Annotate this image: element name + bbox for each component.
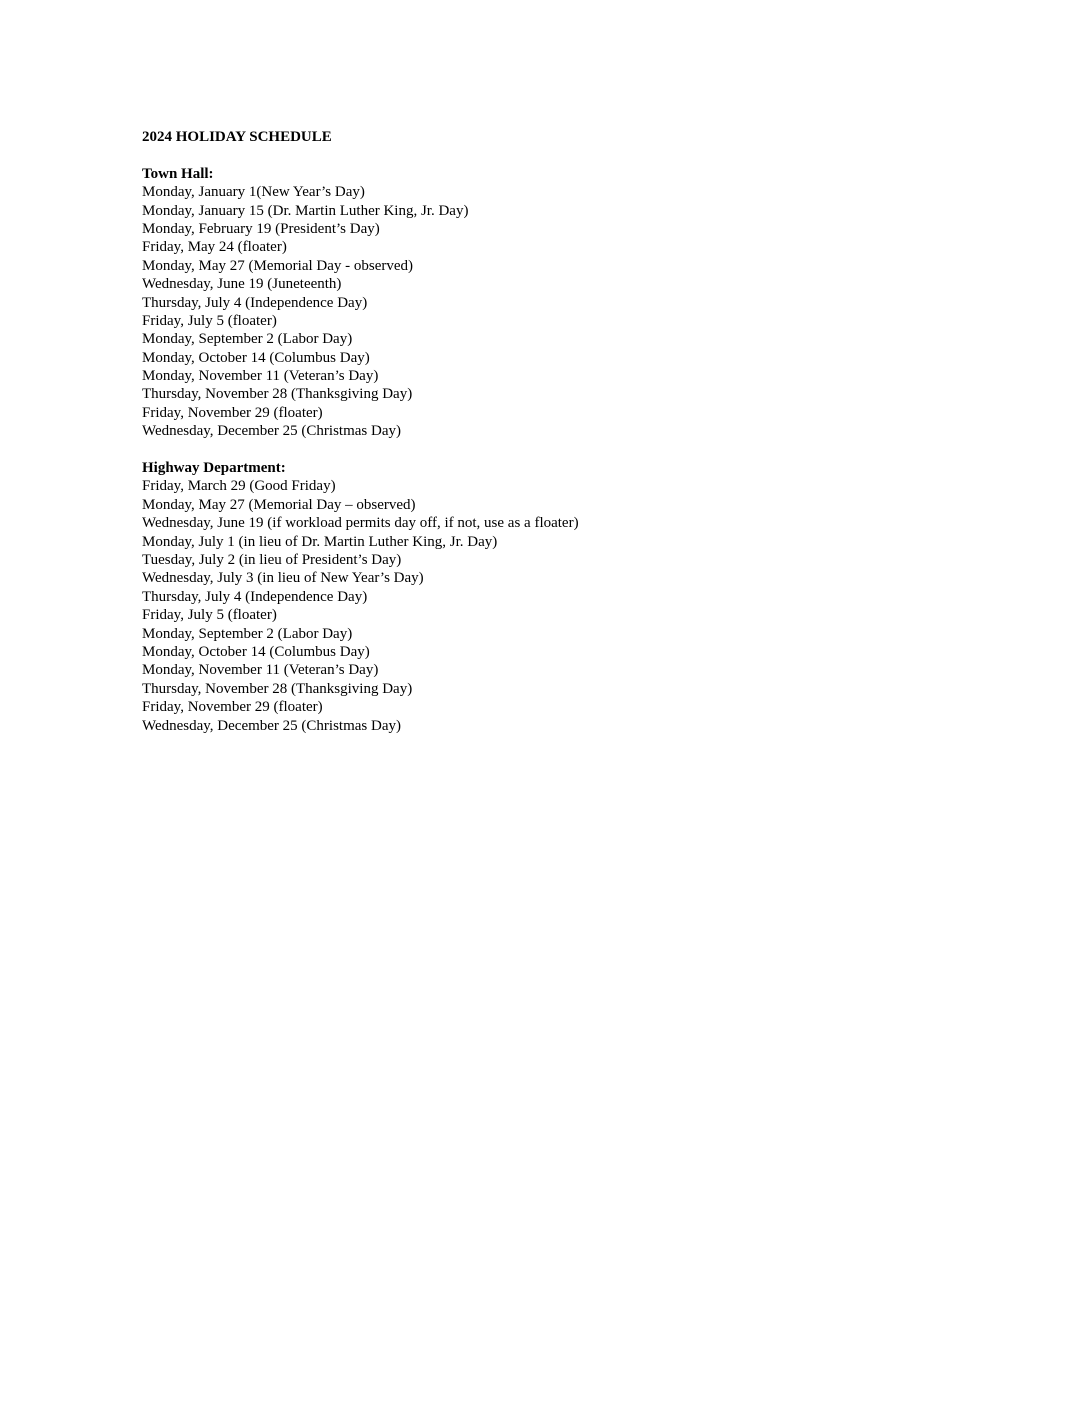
holiday-item: Monday, October 14 (Columbus Day) — [142, 643, 370, 660]
holiday-item: Friday, November 29 (floater) — [142, 699, 323, 716]
holiday-item: Thursday, July 4 (Independence Day) — [142, 294, 368, 311]
holiday-item: Friday, July 5 (floater) — [142, 312, 277, 329]
document-title: 2024 HOLIDAY SCHEDULE — [142, 129, 332, 145]
holiday-item: Wednesday, December 25 (Christmas Day) — [142, 717, 401, 734]
holiday-item: Monday, January 1(New Year’s Day) — [142, 184, 365, 201]
holiday-item: Thursday, November 28 (Thanksgiving Day) — [142, 386, 413, 403]
holiday-item: Friday, July 5 (floater) — [142, 607, 277, 624]
holiday-item: Wednesday, June 19 (Juneteenth) — [142, 276, 342, 293]
holiday-item: Monday, September 2 (Labor Day) — [142, 625, 353, 642]
holiday-item: Wednesday, June 19 (if workload permits day off, if not, use as a floater) — [142, 515, 579, 532]
spacer — [142, 146, 1042, 164]
document-content — [142, 128, 1042, 735]
town-hall-holiday-list — [142, 183, 1042, 440]
holiday-item: Monday, May 27 (Memorial Day – observed) — [142, 496, 416, 513]
holiday-item: Friday, November 29 (floater) — [142, 404, 323, 421]
town-hall-heading: Town Hall: — [142, 165, 214, 182]
holiday-item: Monday, November 11 (Veteran’s Day) — [142, 368, 379, 385]
holiday-item: Wednesday, December 25 (Christmas Day) — [142, 423, 401, 440]
holiday-item: Thursday, November 28 (Thanksgiving Day) — [142, 680, 413, 697]
holiday-item: Friday, March 29 (Good Friday) — [142, 478, 336, 495]
holiday-item: Monday, January 15 (Dr. Martin Luther King, Jr. Day) — [142, 202, 469, 219]
holiday-item: Monday, February 19 (President’s Day) — [142, 220, 380, 237]
holiday-item: Monday, September 2 (Labor Day) — [142, 331, 353, 348]
holiday-item: Thursday, July 4 (Independence Day) — [142, 588, 368, 605]
highway-holiday-list — [142, 477, 1042, 734]
spacer — [142, 441, 1042, 459]
holiday-item: Monday, October 14 (Columbus Day) — [142, 349, 370, 366]
highway-department-heading: Highway Department: — [142, 460, 286, 477]
holiday-item: Monday, November 11 (Veteran’s Day) — [142, 662, 379, 679]
holiday-item: Wednesday, July 3 (in lieu of New Year’s Day) — [142, 570, 424, 587]
holiday-item: Monday, May 27 (Memorial Day - observed) — [142, 257, 414, 274]
holiday-item: Monday, July 1 (in lieu of Dr. Martin Luther King, Jr. Day) — [142, 533, 498, 550]
holiday-item: Tuesday, July 2 (in lieu of President’s Day) — [142, 551, 402, 568]
holiday-item: Friday, May 24 (floater) — [142, 239, 287, 256]
